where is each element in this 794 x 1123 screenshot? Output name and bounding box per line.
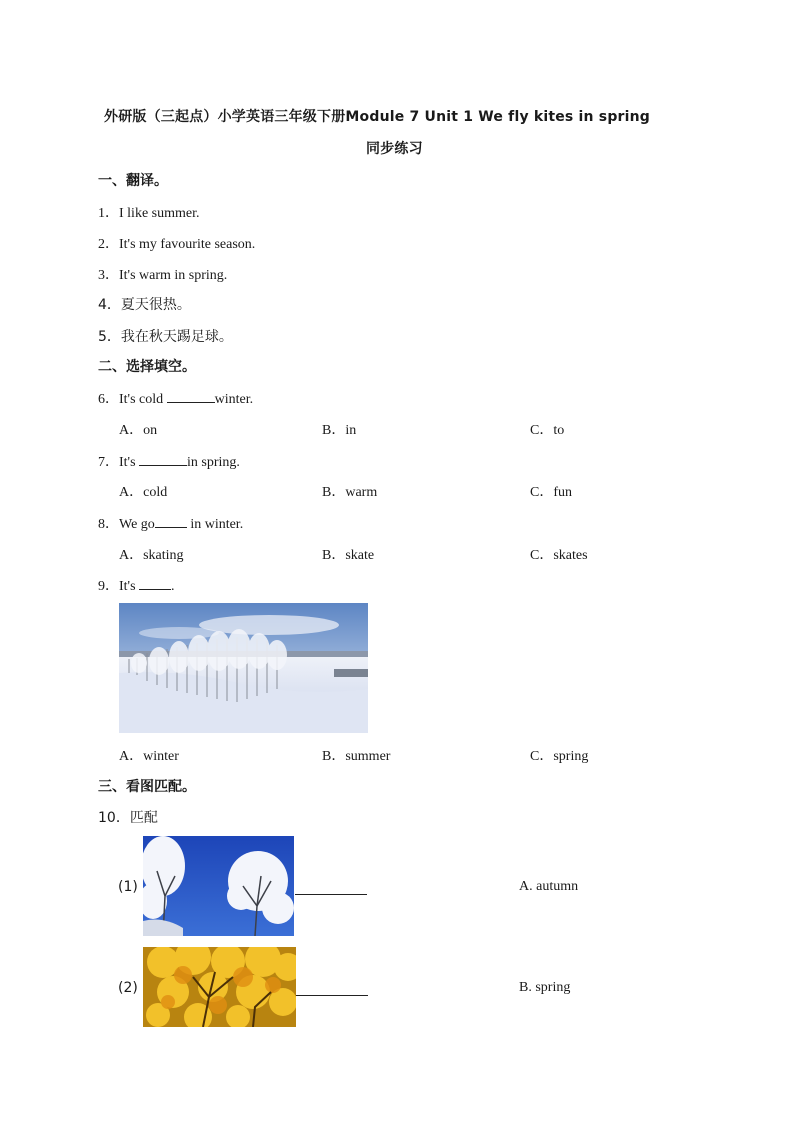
question-number: 10．	[98, 810, 130, 826]
match-label-1: (1)	[118, 879, 138, 895]
frosted-trees-image	[143, 836, 294, 936]
question-number: 4．	[98, 297, 121, 313]
question-text: It's warm in spring.	[119, 268, 228, 283]
question-text: I like summer.	[119, 206, 200, 221]
match-option-b: B. spring	[519, 980, 571, 995]
section-heading-matching: 三、看图匹配。	[98, 779, 196, 795]
question-number: 7．	[98, 455, 119, 470]
match-option-a: A. autumn	[519, 879, 579, 894]
question-number: 9．	[98, 579, 119, 594]
page-title: 外研版（三起点）小学英语三年级下册Module 7 Unit 1 We fly kites in spring	[104, 109, 651, 125]
question-text: It's cold	[119, 392, 167, 407]
question-5	[98, 326, 233, 346]
question-text: winter.	[214, 392, 254, 407]
question-text: We go	[119, 517, 155, 532]
question-text: 匹配	[129, 810, 158, 826]
option-b[interactable]: B．warm	[322, 485, 378, 500]
winter-landscape-image	[119, 603, 368, 733]
question-text: It's my favourite season.	[119, 237, 256, 252]
match-label-2: (2)	[118, 980, 138, 996]
option-c[interactable]: C．skates	[530, 548, 588, 563]
option-c[interactable]: C．to	[530, 423, 565, 438]
question-text: .	[171, 579, 175, 594]
question-1	[98, 202, 200, 222]
option-a[interactable]: A．on	[119, 423, 158, 438]
section-heading-choice: 二、选择填空。	[98, 359, 196, 375]
question-text: 夏天很热。	[120, 297, 191, 313]
question-number: 5．	[98, 329, 121, 345]
question-9	[98, 575, 175, 595]
option-c[interactable]: C．spring	[530, 749, 589, 764]
option-a[interactable]: A．winter	[119, 749, 179, 764]
option-a[interactable]: A．cold	[119, 485, 168, 500]
answer-blank[interactable]	[139, 453, 187, 466]
question-text: in spring.	[187, 455, 240, 470]
page-subtitle: 同步练习	[366, 141, 423, 157]
question-3	[98, 264, 227, 284]
match-answer-line-1[interactable]	[295, 894, 367, 895]
option-a[interactable]: A．skating	[119, 548, 184, 563]
question-4	[98, 294, 191, 314]
question-number: 6．	[98, 392, 119, 407]
question-8	[98, 513, 243, 533]
option-b[interactable]: B．summer	[322, 749, 391, 764]
section-heading-translate: 一、翻译。	[98, 173, 168, 189]
question-text: It's	[119, 455, 140, 470]
option-b[interactable]: B．in	[322, 423, 357, 438]
question-6	[98, 388, 253, 408]
question-text: 我在秋天踢足球。	[120, 329, 233, 345]
answer-blank[interactable]	[155, 515, 187, 528]
question-number: 3．	[98, 268, 119, 283]
match-answer-line-2[interactable]	[296, 995, 368, 996]
autumn-tree-image	[143, 947, 296, 1027]
question-number: 1．	[98, 206, 119, 221]
question-number: 2．	[98, 237, 119, 252]
question-2	[98, 233, 255, 253]
option-c[interactable]: C．fun	[530, 485, 572, 500]
question-10	[98, 807, 158, 827]
question-number: 8．	[98, 517, 119, 532]
answer-blank[interactable]	[139, 577, 171, 590]
answer-blank[interactable]	[167, 390, 215, 403]
question-text: in winter.	[186, 517, 244, 532]
option-b[interactable]: B．skate	[322, 548, 375, 563]
question-7	[98, 451, 240, 471]
question-text: It's	[119, 579, 140, 594]
